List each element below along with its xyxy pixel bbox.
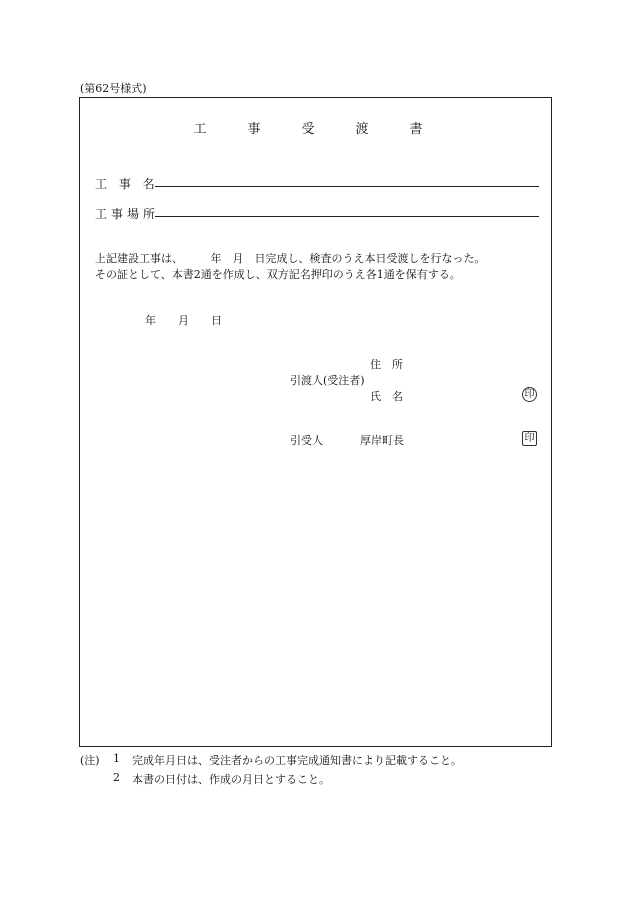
note-2: 本書の日付は、作成の月日とすること。 [132, 773, 330, 786]
body-line-1: 上記建設工事は、 年 月 日完成し、検査のうえ本日受渡しを行なった。 [95, 252, 486, 265]
note-1: 完成年月日は、受注者からの工事完成通知書により記載すること。 [132, 754, 462, 767]
receiver-role: 引受人 [290, 434, 323, 447]
body-line-2: その証として、本書2通を作成し、双方記名押印のうえ各1通を保有する。 [95, 268, 461, 281]
form-number: (第62号様式) [80, 82, 147, 95]
note-2-number: 2 [113, 771, 120, 784]
deliverer-address-label: 住 所 [370, 358, 403, 371]
deliverer-seal-icon: 印 [522, 387, 537, 402]
deliverer-name-label: 氏 名 [370, 390, 403, 403]
project-name-label: 工 事 名 [95, 177, 159, 191]
receiver-seal-icon: 印 [522, 431, 537, 446]
date-line: 年 月 日 [145, 314, 222, 327]
document-title: 工 事 受 渡 書 [193, 122, 437, 137]
project-site-line[interactable] [155, 216, 539, 217]
receiver-name: 厚岸町長 [360, 434, 404, 447]
project-name-line[interactable] [155, 186, 539, 187]
deliverer-role: 引渡人(受注者) [290, 374, 365, 387]
note-1-number: 1 [113, 752, 120, 765]
note-prefix: (注) [80, 754, 100, 767]
form-frame [79, 97, 552, 747]
project-site-label: 工事場所 [95, 207, 160, 221]
